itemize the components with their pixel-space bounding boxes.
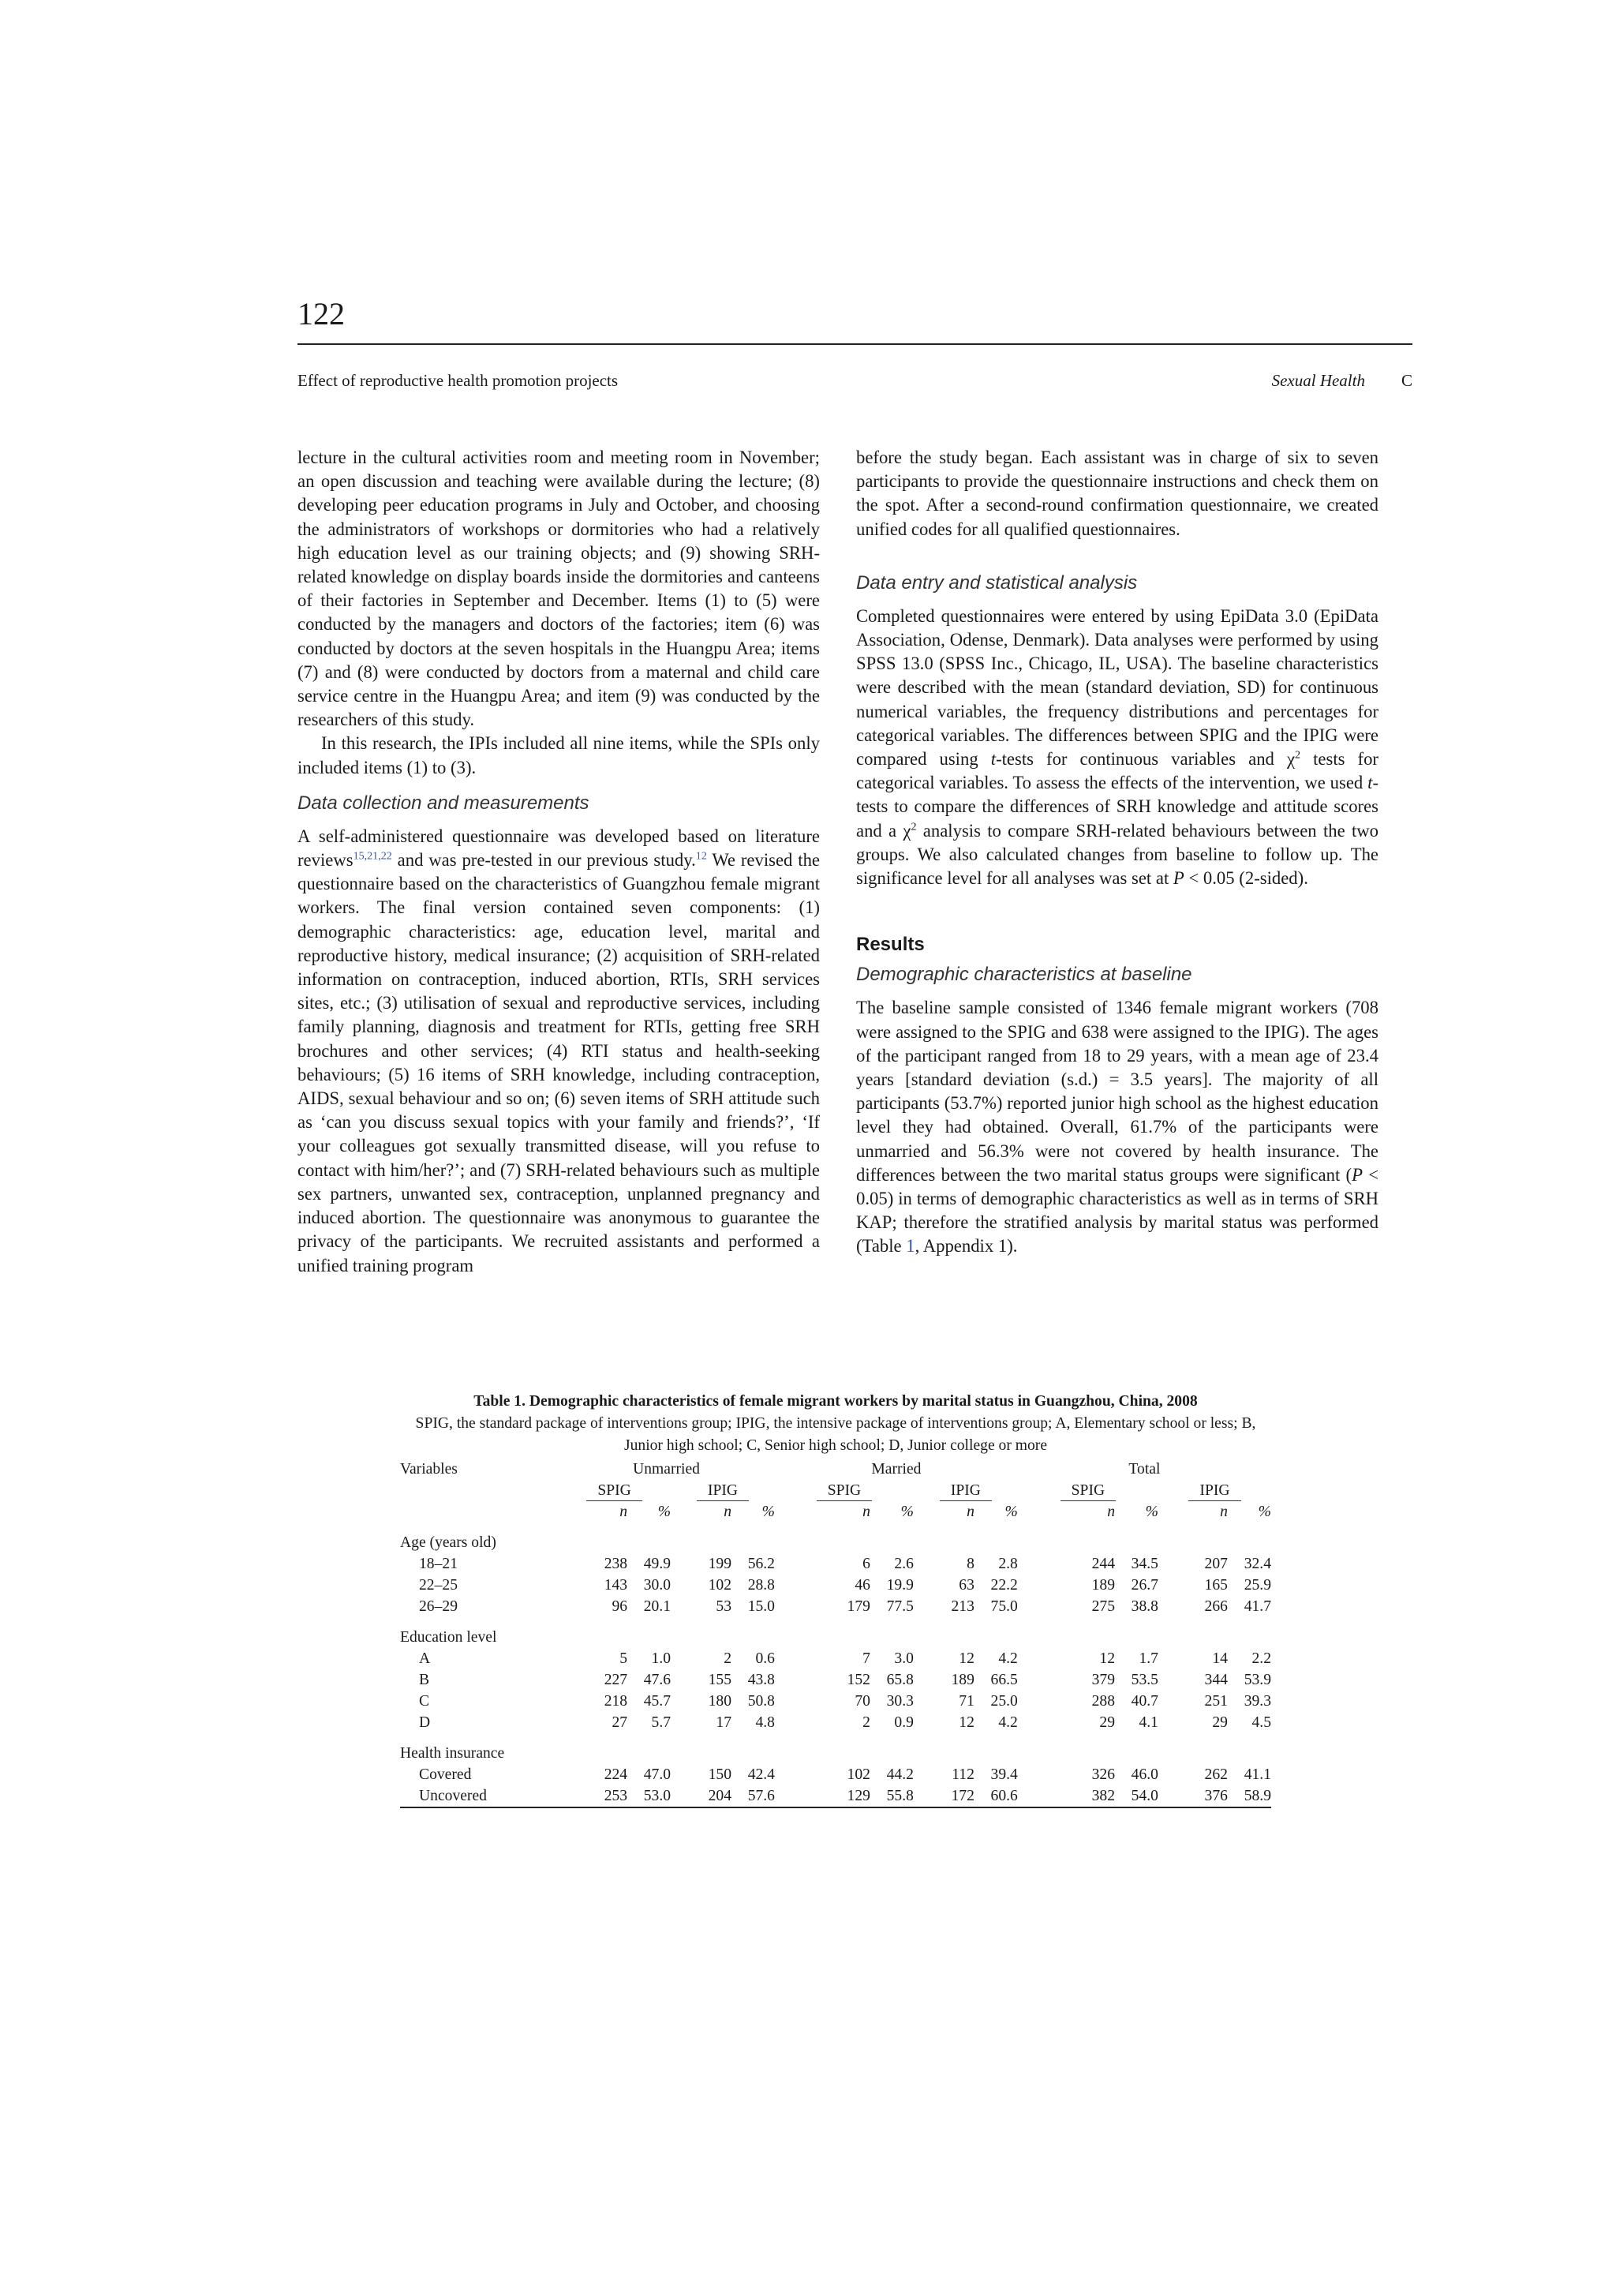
table-cell: 7 (862, 1650, 870, 1667)
table-cell: 1.0 (651, 1650, 671, 1667)
subgroup-header (1158, 1480, 1271, 1501)
table-cell: 53 (716, 1598, 732, 1615)
header-rule (297, 343, 1412, 345)
table-cell: 44.2 (886, 1766, 914, 1783)
paragraph (856, 605, 1378, 890)
text-run: A self-administered questionnaire was developed based on literature reviews (297, 826, 820, 871)
table-body (400, 1523, 1271, 1807)
group-header: Unmarried (633, 1461, 700, 1478)
table-cell: 218 (604, 1693, 628, 1710)
table-cell: 12 (959, 1714, 974, 1731)
table-cell: 70 (855, 1693, 870, 1710)
table-cell: 227 (604, 1672, 628, 1688)
table-cell: 3.0 (894, 1650, 914, 1667)
left-column (297, 446, 820, 1278)
table-cell: 49.9 (643, 1556, 671, 1572)
spacer-row (400, 1733, 1271, 1743)
table-caption (398, 1391, 1273, 1457)
table-row (400, 1669, 1271, 1691)
table-cell: 29 (1099, 1714, 1115, 1731)
table-cell: 71 (959, 1693, 974, 1710)
table-cell: 47.6 (643, 1672, 671, 1688)
table-cell: 19.9 (886, 1577, 914, 1594)
table-row (400, 1648, 1271, 1669)
table-cell: 5 (619, 1650, 628, 1667)
table-cell: 32.4 (1244, 1556, 1271, 1572)
table-cell: 102 (708, 1577, 732, 1594)
table-cell: 262 (1204, 1766, 1228, 1783)
table-cell: 4.8 (755, 1714, 775, 1731)
subgroup-label: IPIG (697, 1481, 749, 1501)
table-cell: 38.8 (1131, 1598, 1158, 1615)
table-cell: 288 (1091, 1693, 1115, 1710)
table-cell: 60.6 (974, 1785, 1018, 1807)
table-cell: 376 (1158, 1785, 1228, 1807)
table-cell: 2.6 (894, 1556, 914, 1572)
table-cell: 25.0 (990, 1693, 1018, 1710)
text-run: and was pre-tested in our previous study. (391, 850, 696, 871)
table-cell: 213 (951, 1598, 974, 1615)
table-cell: 2.8 (998, 1556, 1018, 1572)
table-cell: 77.5 (886, 1598, 914, 1615)
table-cell: 75.0 (990, 1598, 1018, 1615)
table-cell: 30.3 (886, 1693, 914, 1710)
section-row (400, 1627, 1271, 1648)
citation-link[interactable]: 12 (695, 849, 707, 863)
table-cell: 15.0 (747, 1598, 775, 1615)
unit-header: % (1145, 1504, 1158, 1520)
text-run: , Appendix 1). (915, 1236, 1018, 1257)
subgroup-label: SPIG (817, 1481, 872, 1501)
section-heading-results: Results (856, 934, 925, 956)
table-cell: 4.2 (998, 1650, 1018, 1667)
italic-p: P (1173, 868, 1184, 889)
table-cell: 57.6 (731, 1785, 775, 1807)
table-cell: 65.8 (886, 1672, 914, 1688)
table-cell: 224 (604, 1766, 628, 1783)
table-cell: 199 (708, 1556, 732, 1572)
table-cell: 253 (558, 1785, 627, 1807)
table-cell: 180 (708, 1693, 732, 1710)
table-cell: 53.9 (1244, 1672, 1271, 1688)
table-cell: 251 (1204, 1693, 1228, 1710)
table-cell: 53.0 (627, 1785, 671, 1807)
unit-header: % (1258, 1504, 1271, 1520)
table-cell: 152 (847, 1672, 870, 1688)
table-row (400, 1712, 1271, 1733)
row-label: 18–21 (419, 1556, 458, 1572)
table-cell: 53.5 (1131, 1672, 1158, 1688)
unit-header: n (724, 1504, 732, 1520)
subgroup-header (1018, 1480, 1158, 1501)
table-cell: 26.7 (1131, 1577, 1158, 1594)
table-row (400, 1764, 1271, 1785)
table-link[interactable]: 1 (906, 1236, 915, 1257)
section-label: Education level (400, 1629, 497, 1646)
unit-header: % (900, 1504, 914, 1520)
subgroup-label: IPIG (940, 1481, 992, 1501)
table-cell: 41.1 (1244, 1766, 1271, 1783)
subgroup-label: SPIG (586, 1481, 642, 1501)
italic-t: t (1367, 773, 1373, 793)
table-cell: 17 (716, 1714, 732, 1731)
table-cell: 275 (1091, 1598, 1115, 1615)
table-cell: 66.5 (990, 1672, 1018, 1688)
unit-header: % (761, 1504, 775, 1520)
section-row (400, 1532, 1271, 1553)
italic-t: t (990, 749, 997, 770)
table-cell: 63 (959, 1577, 974, 1594)
paragraph (856, 996, 1378, 1258)
subgroup-header (671, 1480, 775, 1501)
table-cell: 12 (1099, 1650, 1115, 1667)
group-header: Total (1128, 1461, 1161, 1478)
table-cell: 204 (671, 1785, 731, 1807)
paragraph: before the study began. Each assistant was in charge of six to seven participants to provide the questionnaire instructions and check them on the spot. After a second-round confirmation questionnaire, we created unified codes for all qualified questionnaires. (856, 448, 1378, 539)
table-cell: 96 (612, 1598, 628, 1615)
text-run: < 0.05 (2-sided). (1184, 868, 1308, 889)
table-subheader-row (400, 1480, 1271, 1501)
journal-letter: C (1401, 371, 1412, 390)
table-row (400, 1785, 1271, 1807)
row-label: 26–29 (419, 1598, 458, 1615)
table-cell: 5.7 (651, 1714, 671, 1731)
table-header-row (400, 1459, 1271, 1480)
table-cell: 143 (604, 1577, 628, 1594)
table-cell: 382 (1018, 1785, 1115, 1807)
subgroup-label: SPIG (1060, 1481, 1116, 1501)
demographics-table (400, 1459, 1271, 1808)
text-run: tests for categorical variables. To assess the effects of the intervention, we used (856, 749, 1378, 793)
table-cell: 8 (967, 1556, 974, 1572)
section-heading-data-collection: Data collection and measurements (297, 792, 589, 814)
row-label: A (419, 1650, 431, 1667)
unit-header: n (619, 1504, 628, 1520)
table-cell: 20.1 (643, 1598, 671, 1615)
section-heading-demographic: Demographic characteristics at baseline (856, 964, 1192, 986)
table-row (400, 1691, 1271, 1712)
text-run: -tests to compare the differences of SRH knowledge and attitude scores and a χ (856, 773, 1378, 841)
table-cell: 45.7 (643, 1693, 671, 1710)
table-cell: 155 (708, 1672, 732, 1688)
table-cell: 39.3 (1244, 1693, 1271, 1710)
row-label: Covered (419, 1766, 472, 1783)
table-cell: 56.2 (747, 1556, 775, 1572)
table-cell: 0.6 (755, 1650, 775, 1667)
spacer-row (400, 1523, 1271, 1532)
unit-header: n (1107, 1504, 1115, 1520)
table-cell: 4.1 (1139, 1714, 1158, 1731)
right-column (856, 446, 1378, 1259)
table-cell: 34.5 (1131, 1556, 1158, 1572)
paragraph: In this research, the IPIs included all nine items, while the SPIs only included items (1) to (3). (297, 733, 820, 777)
table-cell: 379 (1091, 1672, 1115, 1688)
text-run: The baseline sample consisted of 1346 female migrant workers (708 were assigned to the SPIG and 638 were assigned to the IPIG). The ages of the participant ranged from 18 to 29 years, with a mean age of 23.4 years [standard deviation (s.d.) = 3.5 years]. The majority of all participants (53.7%) reported junior high school as the highest education level they had obtained. Overall, 61.7% of the participants were unmarried and 56.3% were not covered by health insurance. The differences between the two marital status groups were significant ( (856, 998, 1378, 1185)
table-cell: 41.7 (1244, 1598, 1271, 1615)
table-1 (400, 1459, 1271, 1808)
table-cell: 46 (855, 1577, 870, 1594)
table-cell: 189 (951, 1672, 974, 1688)
table-cell: 29 (1212, 1714, 1228, 1731)
table-cell: 4.2 (998, 1714, 1018, 1731)
table-cell: 172 (914, 1785, 974, 1807)
table-cell: 30.0 (643, 1577, 671, 1594)
group-header: Married (871, 1461, 922, 1478)
table-row (400, 1596, 1271, 1617)
table-cell: 102 (847, 1766, 870, 1783)
unit-header: % (1004, 1504, 1018, 1520)
unit-header: n (1220, 1504, 1228, 1520)
table-row (400, 1553, 1271, 1575)
section-heading-data-entry: Data entry and statistical analysis (856, 571, 1138, 594)
table-cell: 2 (862, 1714, 870, 1731)
table-cell: 2.2 (1251, 1650, 1271, 1667)
table-cell: 43.8 (747, 1672, 775, 1688)
text-run: We revised the questionnaire based on the characteristics of Guangzhou female migrant workers. The final version contained seven components: (1) demographic characteristics: age, education level, marital and reproductive history, medical insurance; (2) acquisition of SRH-related information on contraception, induced abortion, RTIs, SRH services sites, etc.; (3) utilisation of sexual and reproductive services, including family planning, diagnosis and treatment for RTIs, getting free SRH brochures and other services; (4) RTI status and health-seeking behaviours; (5) 16 items of SRH knowledge, including contraception, AIDS, sexual behaviour and so on; (6) seven items of SRH attitude such as ‘can you discuss sexual topics with your family and friends?’, ‘If your colleagues got sexually transmitted disease, will you refuse to contact with him/her?’; and (7) SRH-related behaviours such as multiple sex partners, unwanted sex, contraception, unplanned pregnancy and induced abortion. The questionnaire was anonymous to guarantee the privacy of the participants. We recruited assistants and performed a unified training program (297, 850, 820, 1275)
table-cell: 14 (1212, 1650, 1228, 1667)
subgroup-header (775, 1480, 914, 1501)
section-row (400, 1743, 1271, 1764)
table-cell: 22.2 (990, 1577, 1018, 1594)
subgroup-header (914, 1480, 1018, 1501)
table-cell: 54.0 (1115, 1785, 1158, 1807)
table-cell: 189 (1091, 1577, 1115, 1594)
table-note: SPIG, the standard package of interventions group; IPIG, the intensive package of interventions group; A, Elementary school or less; B, Junior high school; C, Senior high school; D, Junior college or more (415, 1415, 1256, 1454)
unit-header: n (967, 1504, 974, 1520)
table-cell: 244 (1091, 1556, 1115, 1572)
text-run: -tests for continuous variables and χ (996, 749, 1296, 770)
column-header-variables: Variables (400, 1461, 458, 1478)
subgroup-header (558, 1480, 671, 1501)
table-cell: 326 (1091, 1766, 1115, 1783)
italic-p: P (1352, 1164, 1363, 1185)
spacer-row (400, 1617, 1271, 1627)
empty-cell (400, 1501, 558, 1523)
table-title: Table 1. Demographic characteristics of female migrant workers by marital status in Guangzhou, China, 2008 (473, 1393, 1198, 1410)
table-cell: 28.8 (747, 1577, 775, 1594)
table-cell: 165 (1204, 1577, 1228, 1594)
table-cell: 207 (1204, 1556, 1228, 1572)
paragraph (297, 825, 820, 1278)
table-unit-row (400, 1501, 1271, 1523)
empty-cell (400, 1480, 558, 1501)
text-run: < 0.05) in terms of demographic characteristics as well as in terms of SRH KAP; therefore the stratified analysis by marital status was performed (Table (856, 1164, 1379, 1257)
section-label: Health insurance (400, 1745, 505, 1762)
table-cell: 266 (1204, 1598, 1228, 1615)
table-cell: 58.9 (1228, 1785, 1271, 1807)
table-cell: 112 (952, 1766, 974, 1783)
table-cell: 0.9 (894, 1714, 914, 1731)
table-cell: 39.4 (990, 1766, 1018, 1783)
citation-link[interactable]: 15,21,22 (353, 849, 392, 863)
table-cell: 4.5 (1251, 1714, 1271, 1731)
table-cell: 179 (847, 1598, 870, 1615)
table-cell: 129 (775, 1785, 870, 1807)
table-cell: 55.8 (870, 1785, 914, 1807)
text-run: Completed questionnaires were entered by using EpiData 3.0 (EpiData Association, Odense, Denmark). Data analyses were performed by using SPSS 13.0 (SPSS Inc., Chicago, IL, USA). The baseline characteristics were described with the mean (standard deviation, SD) for continuous numerical variables, the frequency distributions and percentages for categorical variables. The differences between SPIG and the IPIG were compared using (856, 605, 1378, 770)
table-cell: 27 (612, 1714, 628, 1731)
row-label: D (419, 1714, 431, 1731)
page-number: 122 (297, 296, 345, 331)
journal-title: Sexual Health (1271, 371, 1365, 390)
table-cell: 150 (708, 1766, 732, 1783)
unit-header: n (862, 1504, 870, 1520)
row-label: 22–25 (419, 1577, 458, 1594)
table-cell: 47.0 (643, 1766, 671, 1783)
row-label: C (419, 1693, 430, 1710)
row-label: B (419, 1672, 430, 1688)
table-cell: 2 (724, 1650, 732, 1667)
unit-header: % (657, 1504, 671, 1520)
text-run: analysis to compare SRH-related behaviours between the two groups. We also calculated changes from baseline to follow up. The significance level for all analyses was set at (856, 820, 1378, 889)
table-cell: 40.7 (1131, 1693, 1158, 1710)
paragraph: lecture in the cultural activities room and meeting room in November; an open discussion and teaching were available during the lecture; (8) developing peer education programs in July and October, and choosing the administrators of workshops or dormitories who had a relatively high education level as our training objects; and (9) showing SRH-related knowledge on display boards inside the dormitories and canteens of their factories in September and December. Items (1) to (5) were conducted by the managers and doctors of the factories; item (6) was conducted by doctors at the seven hospitals in the Huangpu Area; items (7) and (8) were conducted by doctors from a maternal and child care service centre in the Huangpu Area; and item (9) was conducted by the researchers of this study. (297, 448, 820, 730)
superscript: 2 (911, 820, 917, 833)
table-cell: 12 (959, 1650, 974, 1667)
table-row (400, 1575, 1271, 1596)
table-cell: 344 (1204, 1672, 1228, 1688)
table-cell: 46.0 (1131, 1766, 1158, 1783)
row-label: Uncovered (400, 1785, 558, 1807)
table-cell: 50.8 (747, 1693, 775, 1710)
journal-name (1272, 371, 1412, 391)
table-cell: 42.4 (747, 1766, 775, 1783)
section-label: Age (years old) (400, 1534, 496, 1551)
table-cell: 1.7 (1139, 1650, 1158, 1667)
table-cell: 238 (604, 1556, 628, 1572)
table-cell: 25.9 (1244, 1577, 1271, 1594)
superscript: 2 (1295, 748, 1301, 762)
subgroup-label: IPIG (1188, 1481, 1240, 1501)
running-title: Effect of reproductive health promotion projects (297, 371, 619, 390)
table-cell: 6 (862, 1556, 870, 1572)
